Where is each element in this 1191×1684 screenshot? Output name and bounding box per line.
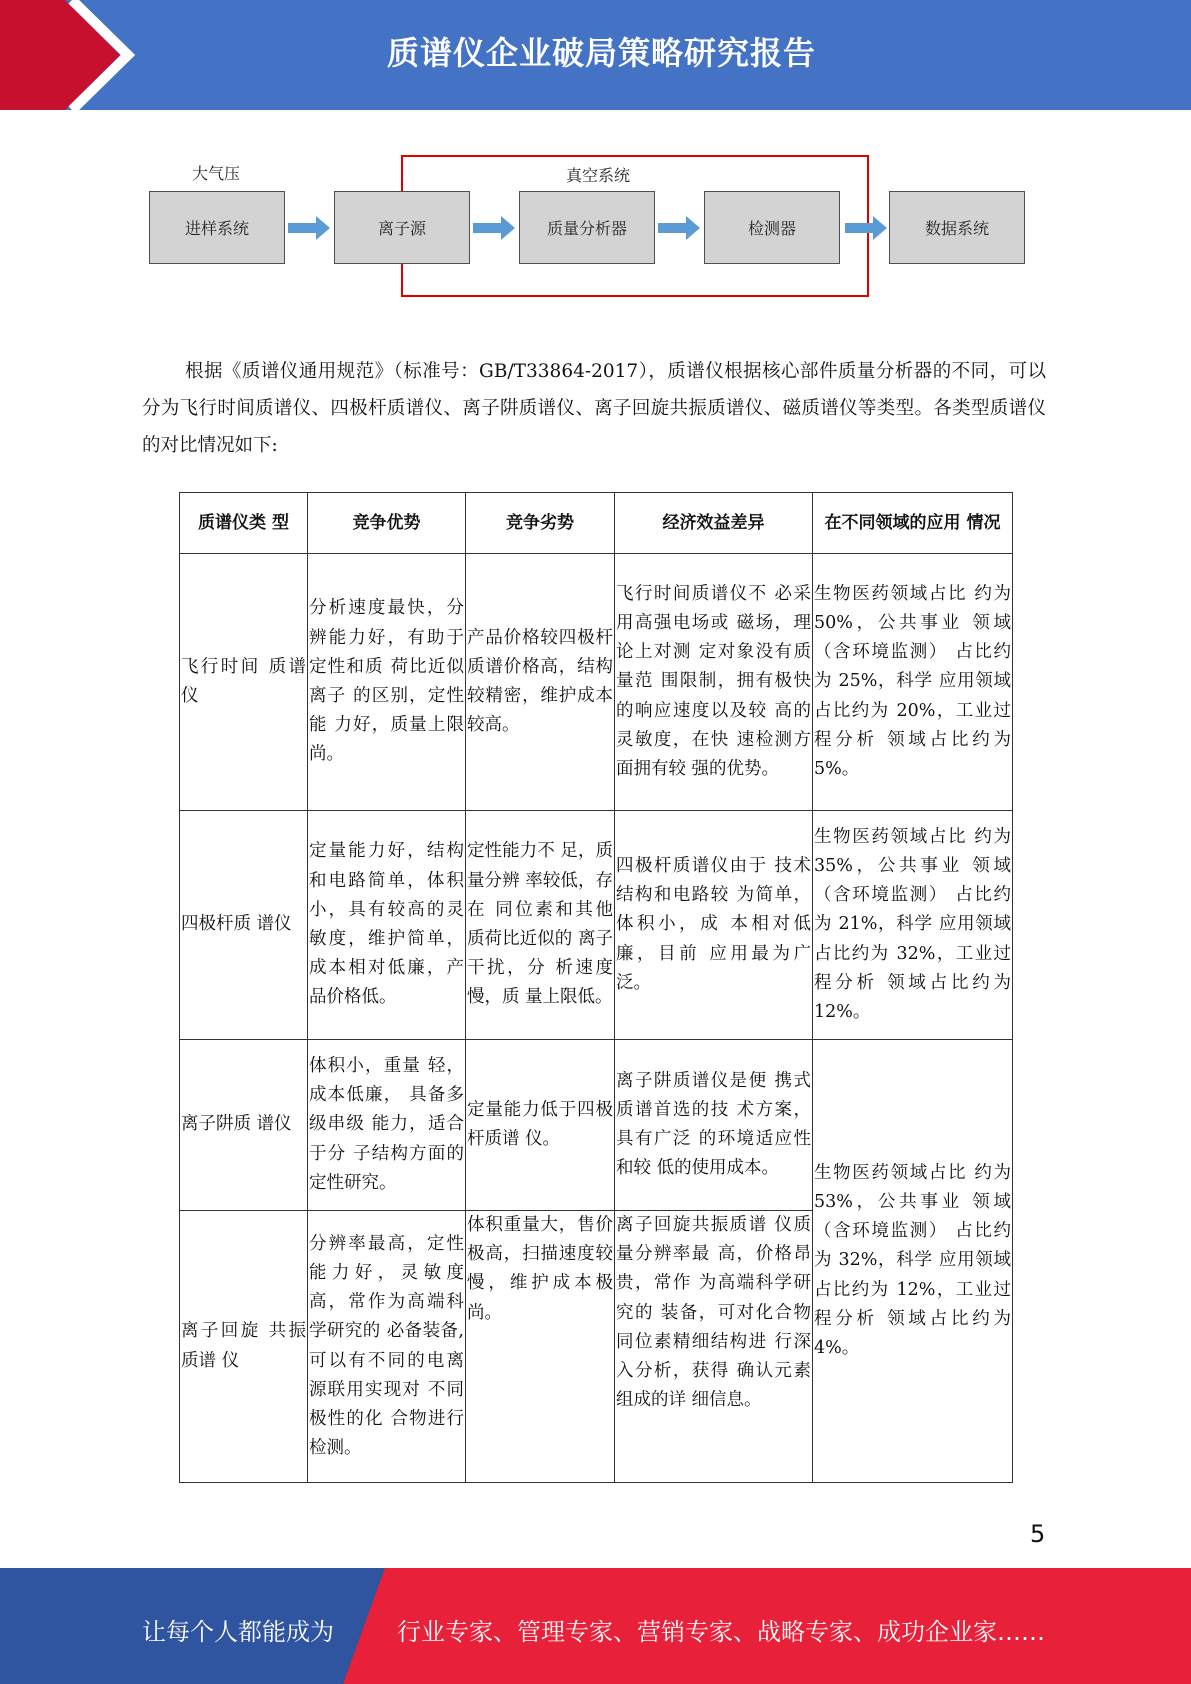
comparison-table <box>179 492 1013 1483</box>
footer-slogan-left: 让每个人都能成为 <box>142 1618 334 1646</box>
table-row <box>180 1040 1013 1211</box>
cell-type: 飞行时间 质谱仪 <box>180 554 308 811</box>
cell-economic: 飞行时间质谱仪不 必采用高强电场或 磁场，理论上对测 定对象没有质量范 围限制，拥有极快 的响应速度以及较 高的灵敏度，在快 速检测方面拥有较 强的优势。 <box>615 554 813 811</box>
cell-economic: 离子回旋共振质谱 仪质量分辨率最 高，价格昂贵，常作 为高端科学研究的 装备，可对化合物同位素精细结构进 行深入分析，获得 确认元素组成的详 细信息。 <box>615 1211 813 1483</box>
table-header-row <box>180 493 1013 554</box>
arrow-right-icon <box>473 216 515 240</box>
arrow-right-icon <box>845 216 887 240</box>
table-row <box>180 554 1013 811</box>
cell-disadvantage: 定量能力低于四极杆质谱 仪。 <box>466 1040 615 1211</box>
box-ion-source: 离子源 <box>334 191 470 264</box>
cell-application: 生物医药领域占比 约为 50%，公共事业 领域（含环境监测） 占比约为 25%，科学 应用领域占比约为 20%，工业过程分析 领域占比约为 5%。 <box>813 554 1013 811</box>
cell-type: 四极杆质 谱仪 <box>180 811 308 1040</box>
cell-disadvantage: 产品价格较四极杆质谱价格高，结构较精密，维护成本较高。 <box>466 554 615 811</box>
footer-bar <box>0 1568 1191 1684</box>
atmosphere-label: 大气压 <box>192 164 241 183</box>
box-mass-analyzer: 质量分析器 <box>519 191 655 264</box>
box-data-system: 数据系统 <box>889 191 1025 264</box>
arrow-right-icon <box>658 216 700 240</box>
table-row <box>180 811 1013 1040</box>
page-title: 质谱仪企业破局策略研究报告 <box>386 34 816 72</box>
cell-type: 离子回旋 共振质谱 仪 <box>180 1211 308 1483</box>
cell-application: 生物医药领域占比 约为 35%，公共事业 领域（含环境监测） 占比约为 21%，科学 应用领域占比约为 32%，工业过程分析 领域占比约为 12%。 <box>813 811 1013 1040</box>
header-economic: 经济效益差异 <box>615 493 813 554</box>
cell-advantage: 定量能力好，结构和电路简单，体积小，具有较高的灵敏度，维护简单，成本相对低廉，产品价格低。 <box>308 811 466 1040</box>
header-application: 在不同领域的应用 情况 <box>813 493 1013 554</box>
cell-advantage: 分析速度最快，分辨能力好，有助于定性和质 荷比近似离子 的区别，定性能 力好，质量上限 尚。 <box>308 554 466 811</box>
box-sample-inlet: 进样系统 <box>149 191 285 264</box>
cell-disadvantage: 定性能力不 足，质量分辨 率较低，存在 同位素和其他 质荷比近似的 离子干扰，分 析速度慢，质 量上限低。 <box>466 811 615 1040</box>
header-advantage: 竞争优势 <box>308 493 466 554</box>
arrow-right-icon <box>288 216 330 240</box>
cell-disadvantage: 体积重量大，售价极高，扫描速度较慢，维护成本极 尚。 <box>466 1211 615 1483</box>
intro-paragraph: 根据《质谱仪通用规范》（标准号：GB/T33864-2017），质谱仪根据核心部件质量分析器的不同，可以分为飞行时间质谱仪、四极杆质谱仪、离子阱质谱仪、离子回旋共振质谱仪、磁质谱仪等类型。各类型质谱仪的对比情况如下: <box>142 361 1046 456</box>
cell-economic: 四极杆质谱仪由于 技术结构和电路较 为简单，体积小，成 本相对低廉，目前 应用最为广泛。 <box>615 811 813 1040</box>
mass-spec-diagram <box>0 145 1191 305</box>
page-number: 5 <box>1030 1520 1046 1548</box>
header-type: 质谱仪类 型 <box>180 493 308 554</box>
footer-slogan-right: 行业专家、管理专家、营销专家、战略专家、成功企业家…… <box>397 1618 1045 1646</box>
cell-advantage: 体积小，重量 轻，成本低廉， 具备多级串级 能力，适合于分 子结构方面的 定性研究。 <box>308 1040 466 1211</box>
cell-application-merged: 生物医药领域占比 约为 53%，公共事业 领域（含环境监测） 占比约为 32%，科学 应用领域占比约为 12%，工业过程分析 领域占比约为 4%。 <box>813 1040 1013 1483</box>
cell-type: 离子阱质 谱仪 <box>180 1040 308 1211</box>
header-disadvantage: 竞争劣势 <box>466 493 615 554</box>
vacuum-label: 真空系统 <box>566 166 631 185</box>
box-detector: 检测器 <box>704 191 840 264</box>
cell-economic: 离子阱质谱仪是便 携式质谱首选的技 术方案，具有广泛 的环境适应性和较 低的使用成本。 <box>615 1040 813 1211</box>
header-bar <box>0 0 1191 110</box>
cell-advantage: 分辨率最高，定性能力好，灵敏度高，常作为高端科学研究的 必备装备,可以有不同的电离 源联用实现对 不同极性的化 合物进行检测。 <box>308 1211 466 1483</box>
